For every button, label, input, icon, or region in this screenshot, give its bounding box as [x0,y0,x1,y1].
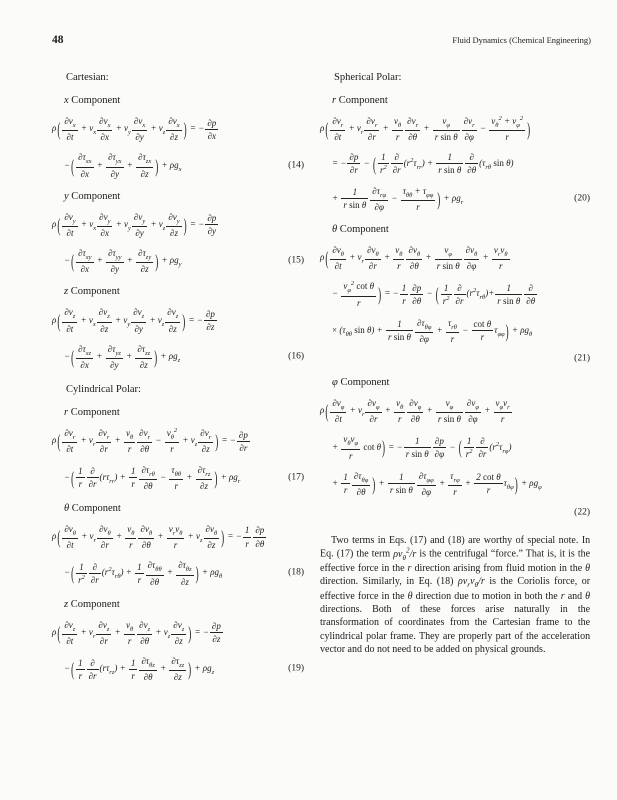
column-right [320,66,590,692]
component-heading-y: y Component [64,190,121,202]
math-expression: −( $\frac{1}{r}$ ∂ ∂r $(r\tau_{rz})$ + $\frac{1}{r}$ $\partial\tau_{\theta z}$ ∂θ + $\partial\tau_{zz}$ ∂z ) + $\rho g_z$ [64,655,215,683]
equation-number-21: (21) [574,354,590,365]
math-expression: −( $\frac{1}{r}$ ∂ ∂r $(r\tau_{rr})$ + $\frac{1}{r}$ $\partial\tau_{r\theta}$ ∂θ − $\tau_{\theta\theta}$ r + $\partial\tau_{rz}$ ∂z ) + $\rho g_r$ [64,464,241,491]
component-heading-r: r Component [64,407,120,419]
math-expression: ρ( $\frac{\partial v_\varphi}{\partial t}$ + $v_r$ $\frac{\partial v_\varphi}{\partial r}$ + $\frac{v_\theta}{r}$ $\frac{\partial v_\varphi}{\partial\theta}$ + $\frac{v_\varphi}{\text{r sin θ}}$ $\frac{\partial v_\varphi}{\partial\varphi}$ + $v_\varphi v_r$ r [320,397,510,425]
equation-number-14: (14) [288,160,304,171]
equation-17 [52,428,304,491]
body-paragraph: Two terms in Eqs. (17) and (18) are worthy of special note. In Eq. (17) the term $\rho v_\theta^2/r$ is the centrifugal “force.” That is, it is the effective force in the r direction arising from fluid motion in the θ direction. Similarly, in Eq. (18) $\rho v_rv_\theta/r$ is the Coriolis force, or effective force in the θ direction due to motion in both the r and θ directions. Both of these forces arise naturally in the transformation of coordinates from the Cartesian frame to the cylindrical polar frame. They are properly part of the acceleration vector and do not need to be added on physical grounds. [320,535,591,656]
equation-14 [52,116,304,179]
equation-number-18: (18) [288,568,304,579]
equation-line [52,116,304,142]
equation-line [52,428,304,454]
math-expression: ρ( $\frac{\partial v_z}{\partial t}$ + $v_x$ $\frac{\partial v_z}{\partial z}$ + $v_y$ $\frac{\partial v_z}{\partial y}$ + $v_z$ $\frac{\partial v_z}{\partial z}$ ) = − $\frac{\partial p}{\partial z}$ [52,307,215,334]
equation-line [320,434,590,460]
component-heading-phi-spherical: φ Component [332,376,390,388]
equation-line [320,152,590,175]
equation-19 [52,620,304,683]
math-expression: = − $\frac{\partial p}{\partial r}$ − ( $\frac{1}{r^2}$ ∂ ∂r $(r^2\tau_{rr})$ + $\frac{1}{\text{r sin θ}}$ ∂ ∂θ ($\tau_{r\theta}$ sin θ) [332,152,514,176]
equation-line [52,524,304,550]
math-expression: + $v_\theta v_\varphi$ r cot θ) = − $\frac{1}{\text{r sin θ}}$ $\frac{\partial p}{\partial\varphi}$ − ( $\frac{1}{r^2}$ ∂ ∂r $(r^2\tau_{r\varphi})$ [332,434,512,461]
page-header [52,34,591,46]
math-expression: + $\frac{1}{r}$ $\partial\tau_{\theta\varphi}$ ∂θ ) + $\frac{1}{\text{r sin θ}}$ $\partial\tau_{\varphi\varphi}$ ∂φ + $\tau_{r\varphi}$ r + $\frac{\text{2 cot θ}}{r}$ $\tau_{\theta\varphi}) + \rho g_\varphi$ [332,470,542,497]
equation-line [52,465,304,491]
component-heading-theta: θ Component [64,502,121,514]
section-title-cylindrical: Cylindrical Polar: [66,384,141,396]
equation-21 [320,245,590,365]
equation-number-17: (17) [288,472,304,483]
equation-line [320,116,590,142]
math-expression: ρ( $\frac{\partial v_y}{\partial t}$ + $v_x$ $\frac{\partial v_y}{\partial x}$ + $v_y$ $\frac{\partial v_y}{\partial y}$ + $v_z$ $\frac{\partial v_y}{\partial z}$ ) = − $\frac{\partial p}{\partial y}$ [52,211,217,238]
math-expression: × ($\tau_{\theta\theta}$ sin θ) + $\frac{1}{\text{r sin θ}}$ $\partial\tau_{\theta\varphi}$ ∂φ + $\tau_{r\theta}$ r − $\frac{\text{cot θ}}{r}$ $\tau_{\varphi\varphi}) + \rho g_\theta$ [332,317,533,344]
math-expression: −( $\partial\tau_{xy}$ ∂x + $\partial\tau_{yy}$ ∂y + $\partial\tau_{zy}$ ∂z ) + $\rho g_y$ [64,248,182,275]
equation-line [320,507,590,518]
equation-line [320,186,590,212]
running-header-title: Fluid Dynamics (Chemical Engineering) [452,35,591,45]
equation-line [52,344,304,370]
math-expression: ρ( $\frac{\partial v_\theta}{\partial t}$ + $v_r$ $\frac{\partial v_\theta}{\partial r}$ + $\frac{v_\theta}{r}$ $\frac{\partial v_\theta}{\partial\theta}$ + $\frac{v_\varphi}{\text{r sin θ}}$ $\frac{\partial v_\theta}{\partial\varphi}$ + $v_rv_\theta$ r [320,244,508,272]
math-expression: ρ( $\frac{\partial v_r}{\partial t}$ + $v_r$ $\frac{\partial v_r}{\partial r}$ + $\frac{v_\theta}{r}$ $\frac{\partial v_r}{\partial\theta}$ + $\frac{v_\varphi}{\text{r sin θ}}$ $\frac{\partial v_r}{\partial\varphi}$ − $\frac{v_\theta^2 + v_\varphi^2}{r}$ ) [320,115,531,143]
component-heading-r-spherical: r Component [332,95,388,106]
equation-line [52,212,304,238]
equation-20 [320,116,590,212]
equation-16 [52,307,304,370]
equation-18 [52,524,304,587]
section-title-spherical: Spherical Polar: [334,72,402,83]
math-expression: ρ( $\frac{\partial v_z}{\partial t}$ + $v_r$ $\frac{\partial v_z}{\partial r}$ + $\frac{v_\theta}{r}$ $\frac{\partial v_z}{\partial\theta}$ + $v_z$ $\frac{\partial v_z}{\partial z}$ ) = − $\frac{\partial p}{\partial z}$ [52,619,221,646]
math-expression: −( $\partial\tau_{xz}$ ∂x + $\partial\tau_{yz}$ ∂y + $\partial\tau_{zz}$ ∂z ) + $\rho g_z$ [64,343,181,371]
equation-line [320,398,590,424]
equation-line [320,471,590,497]
equation-line [52,656,304,682]
component-heading-z2: z Component [64,598,120,610]
page-number: 48 [52,34,64,46]
component-heading-theta-spherical: θ Component [332,223,389,235]
math-expression: −( $\frac{1}{r^2}$ ∂ ∂r $(r^2\tau_{r\theta})$ + $\frac{1}{r}$ $\partial\tau_{\theta\theta}$ ∂θ + $\partial\tau_{\theta z}$ ∂z ) + $\rho g_\theta$ [64,560,223,587]
equation-line [52,152,304,178]
math-expression: −( $\partial\tau_{xx}$ ∂x + $\partial\tau_{yx}$ ∂y + $\partial\tau_{zx}$ ∂z ) + $\rho g_x$ [64,152,182,179]
component-heading-x: x Component [64,95,121,106]
equation-line [320,281,590,307]
equation-number-19: (19) [288,663,304,674]
content-columns [52,66,591,692]
equation-line [320,318,590,344]
equation-line [52,307,304,333]
column-left [52,66,304,692]
math-expression: ρ( $\frac{\partial v_r}{\partial t}$ + $v_r$ $\frac{\partial v_r}{\partial r}$ + $\frac{v_\theta}{r}$ $\frac{\partial v_r}{\partial\theta}$ − $\frac{v_\theta^2}{r}$ + $v_z$ $\frac{\partial v_r}{\partial z}$ ) = − $\frac{\partial p}{\partial r}$ [52,427,248,455]
equation-line [320,245,590,271]
equation-number-15: (15) [288,255,304,266]
equation-number-16: (16) [288,351,304,362]
component-heading-z: z Component [64,286,120,298]
equation-number-20: (20) [574,193,590,204]
equation-line [320,354,590,365]
equation-22 [320,398,590,518]
math-expression: − $\frac{v_\varphi^2 \cot \theta}{r}$ ) = − $\frac{1}{r}$ $\frac{\partial p}{\partial\theta}$ − ( $\frac{1}{r^2}$ ∂ ∂r $(r^2\tau_{r\theta})+$ $\frac{1}{\text{r sin θ}}$ ∂ ∂θ [332,280,536,308]
equation-15 [52,212,304,275]
math-expression: ρ( $\frac{\partial v_\theta}{\partial t}$ + $v_r$ $\frac{\partial v_\theta}{\partial r}$ + $\frac{v_\theta}{r}$ $\frac{\partial v_\theta}{\partial\theta}$ + $v_rv_\theta$ r + $v_z$ $\frac{\partial v_\theta}{\partial z}$ ) = − $\frac{1}{r}$ $\frac{\partial p}{\partial\theta}$ [52,523,265,551]
math-expression: ρ( $\frac{\partial v_x}{\partial t}$ + $v_x$ $\frac{\partial v_x}{\partial x}$ + $v_y$ $\frac{\partial v_x}{\partial y}$ + $v_z$ $\frac{\partial v_x}{\partial z}$ ) = − $\frac{\partial p}{\partial x}$ [52,116,217,143]
math-expression: + $\frac{1}{\text{r sin θ}}$ $\partial\tau_{r\varphi}$ ∂φ − $\tau_{\theta\theta} + \tau_{\varphi\varphi}$ r ) + $\rho g_r$ [332,185,464,212]
section-title-cartesian: Cartesian: [66,72,109,83]
equation-number-22: (22) [574,507,590,518]
equation-line [52,560,304,586]
equation-line [52,248,304,274]
equation-line [52,620,304,646]
